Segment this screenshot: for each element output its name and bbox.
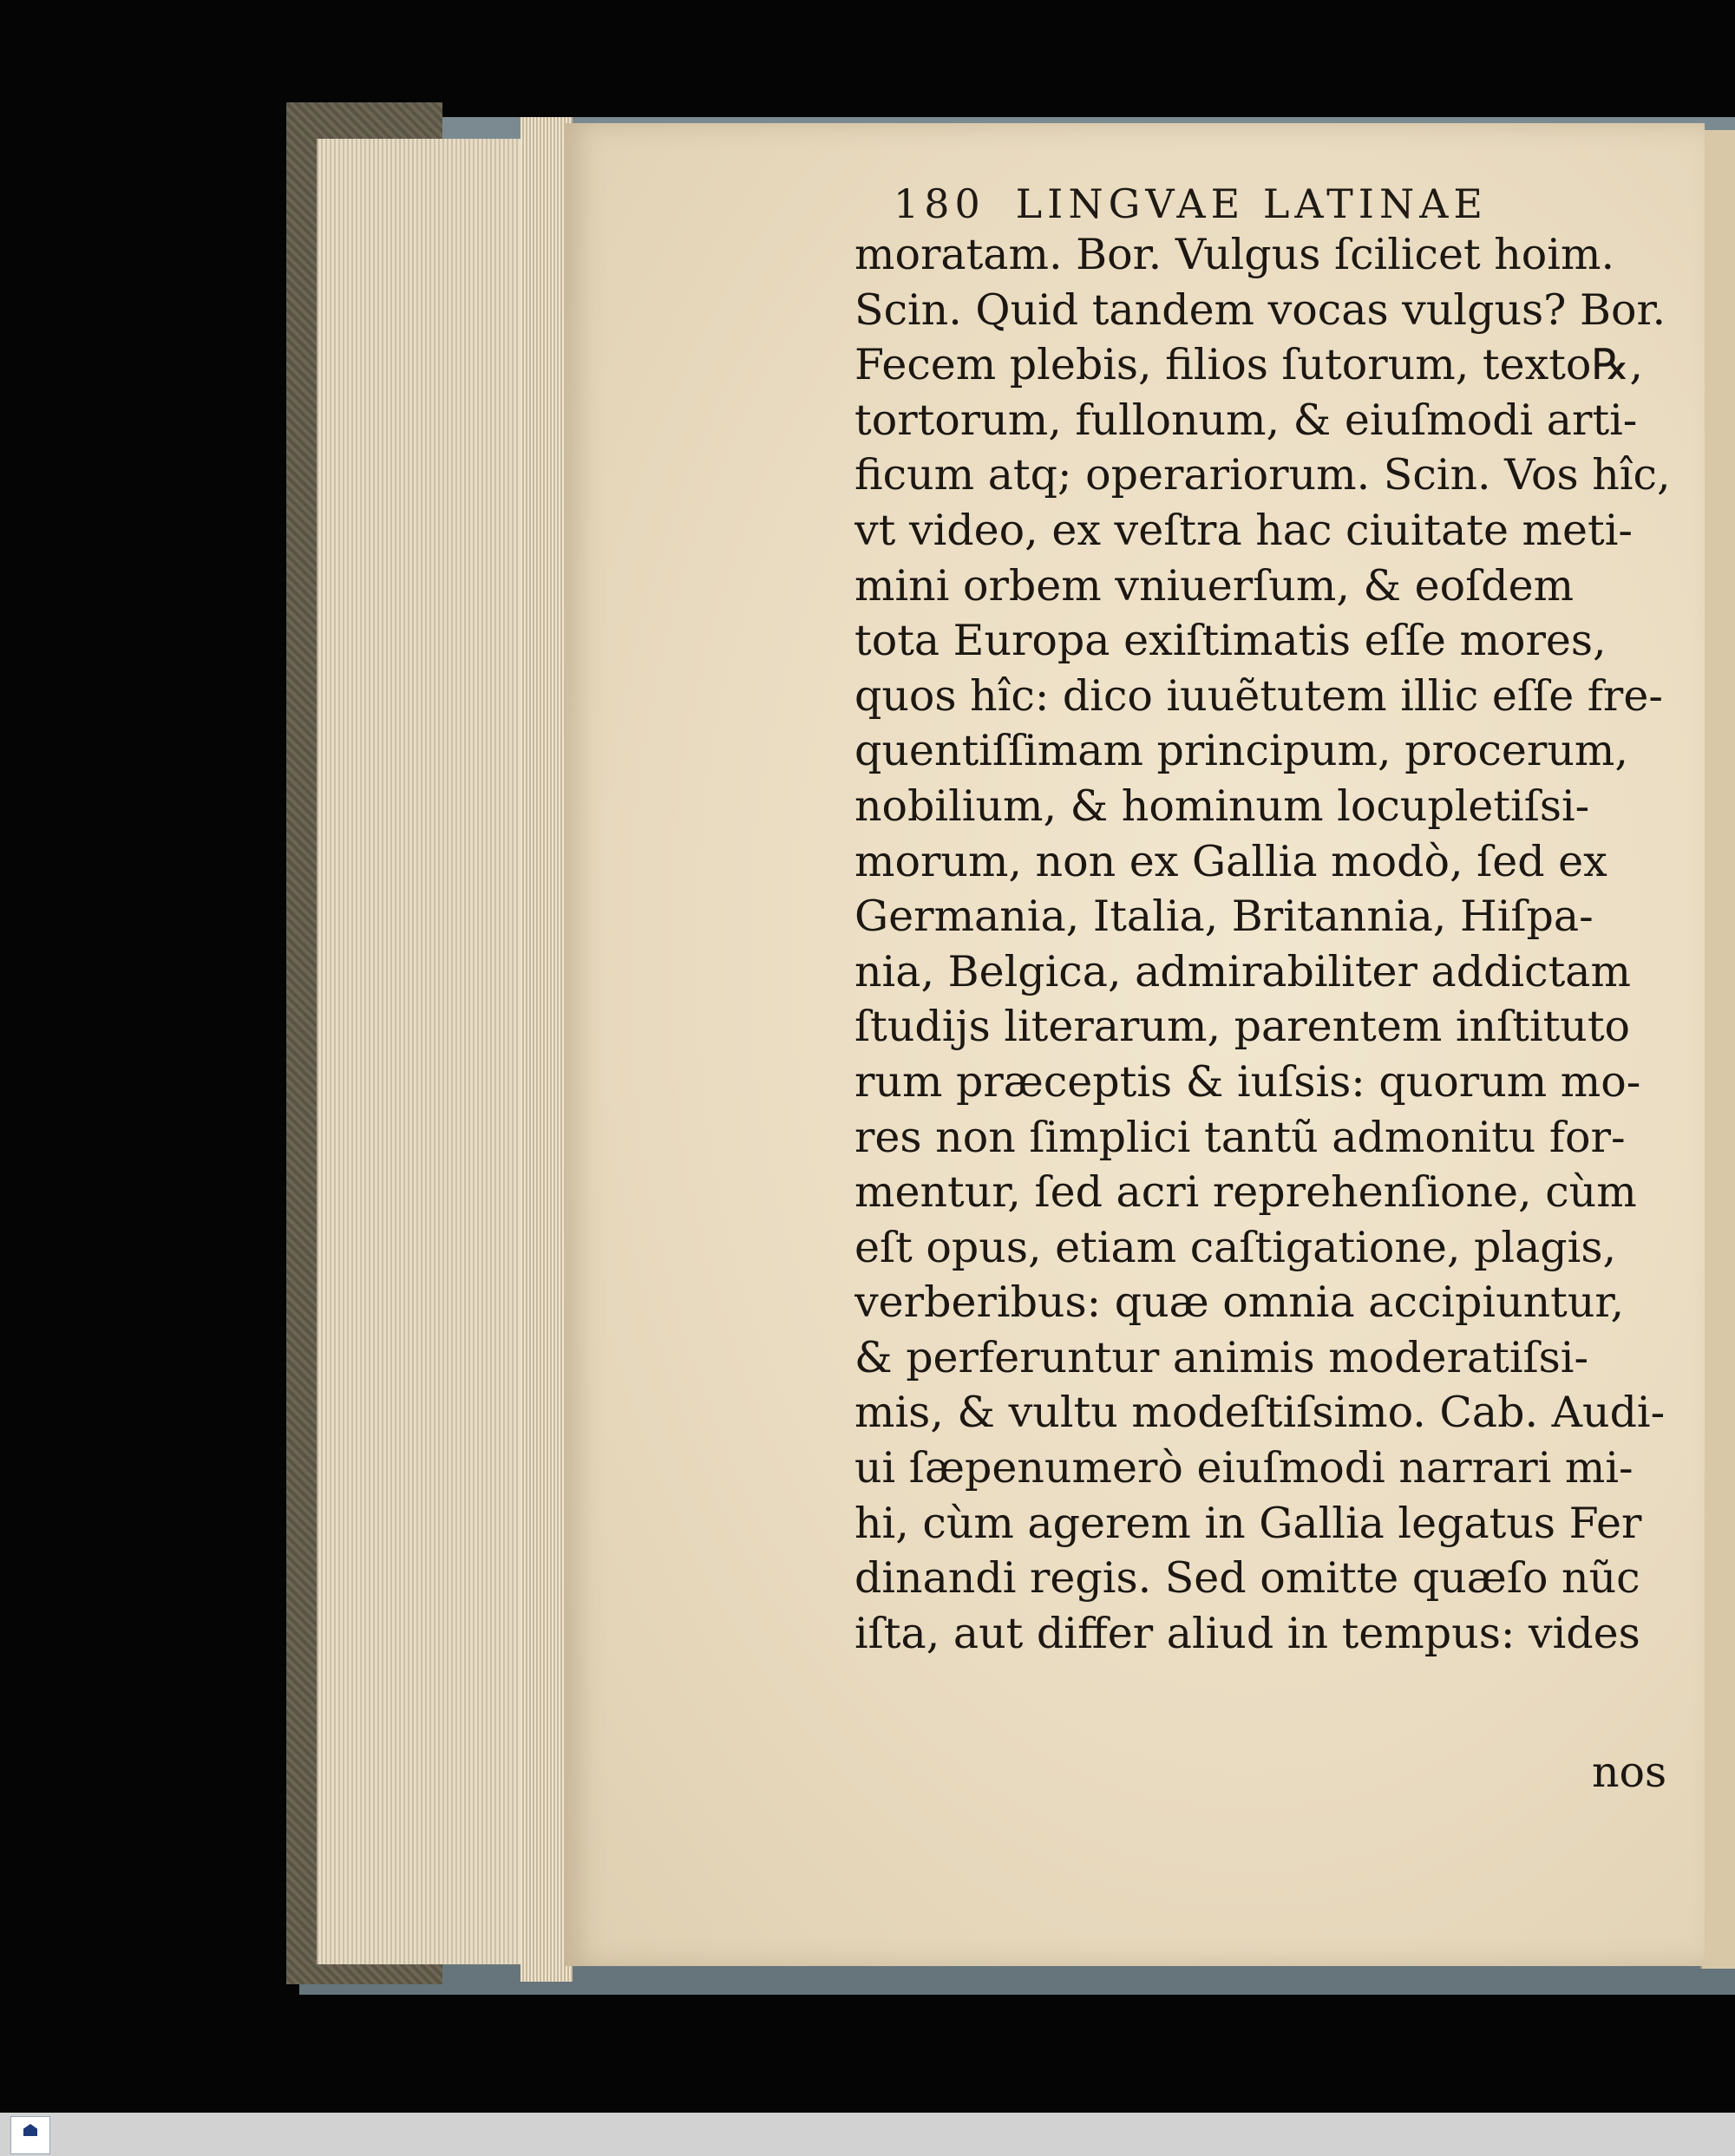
text-line: ficum atq; operariorum. Scin. Vos hîc,: [854, 450, 1671, 500]
text-line: verberibus: quæ omnia accipiuntur,: [854, 1277, 1625, 1328]
catchword: nos: [1592, 1748, 1667, 1797]
text-line: res non ſimplici tantũ admonitu for-: [854, 1112, 1626, 1162]
text-line: tortorum, fullonum, & eiuſmodi arti-: [854, 395, 1638, 445]
text-line: mis, & vultu modeſtiſsimo. Cab. Audi-: [854, 1388, 1666, 1438]
text-line: eſt opus, etiam caſtigatione, plagis,: [854, 1222, 1617, 1272]
text-line: mini orbem vniuerſum, & eoſdem: [854, 560, 1575, 611]
text-line: quos hîc: dico iuuẽtutem illic eſſe fre-: [854, 670, 1663, 721]
viewer-footer-bar: [0, 2113, 1735, 2156]
text-line: vt video, ex veſtra hac ciuitate meti-: [854, 505, 1633, 555]
running-title: LINGVAE LATINAE: [1015, 180, 1489, 227]
text-line: nobilium, & hominum locupletiſsi-: [854, 781, 1590, 831]
body-text: [854, 227, 1674, 1661]
library-logo-icon: [23, 2124, 37, 2136]
text-line: dinandi regis. Sed omitte quæſo nũc: [854, 1553, 1640, 1604]
library-logo[interactable]: [10, 2116, 50, 2154]
page-number: 180: [894, 180, 985, 227]
text-line: ſtudijs literarum, parentem inſtituto: [854, 1002, 1631, 1052]
page-header: [894, 180, 1570, 232]
text-line: iſta, aut differ aliud in tempus: vides: [854, 1608, 1640, 1658]
text-line: ui ſæpenumerò eiuſmodi narrari mi-: [854, 1443, 1634, 1493]
text-line: morum, non ex Gallia modò, ſed ex: [854, 836, 1607, 886]
text-line: rum præceptis & iuſsis: quorum mo-: [854, 1056, 1641, 1107]
text-line: Fecem plebis, filios ſutorum, texto℞,: [854, 340, 1643, 390]
text-line: Scin. Quid tandem vocas vulgus? Bor.: [854, 284, 1666, 335]
text-line: quentiſſimam principum, procerum,: [854, 726, 1628, 776]
text-line: hi, cùm agerem in Gallia legatus Fer: [854, 1498, 1642, 1548]
text-line: Germania, Italia, Britannia, Hiſpa-: [854, 892, 1594, 942]
text-line: mentur, ſed acri reprehenſione, cùm: [854, 1167, 1637, 1218]
text-line: nia, Belgica, admirabiliter addictam: [854, 946, 1631, 996]
text-line: moratam. Bor. Vulgus ſcilicet hoim.: [854, 230, 1615, 279]
text-line: & perferuntur animis moderatiſsi-: [854, 1332, 1589, 1382]
text-line: tota Europa exiſtimatis eſſe mores,: [854, 616, 1607, 666]
facing-page-edge: [1700, 130, 1735, 1969]
